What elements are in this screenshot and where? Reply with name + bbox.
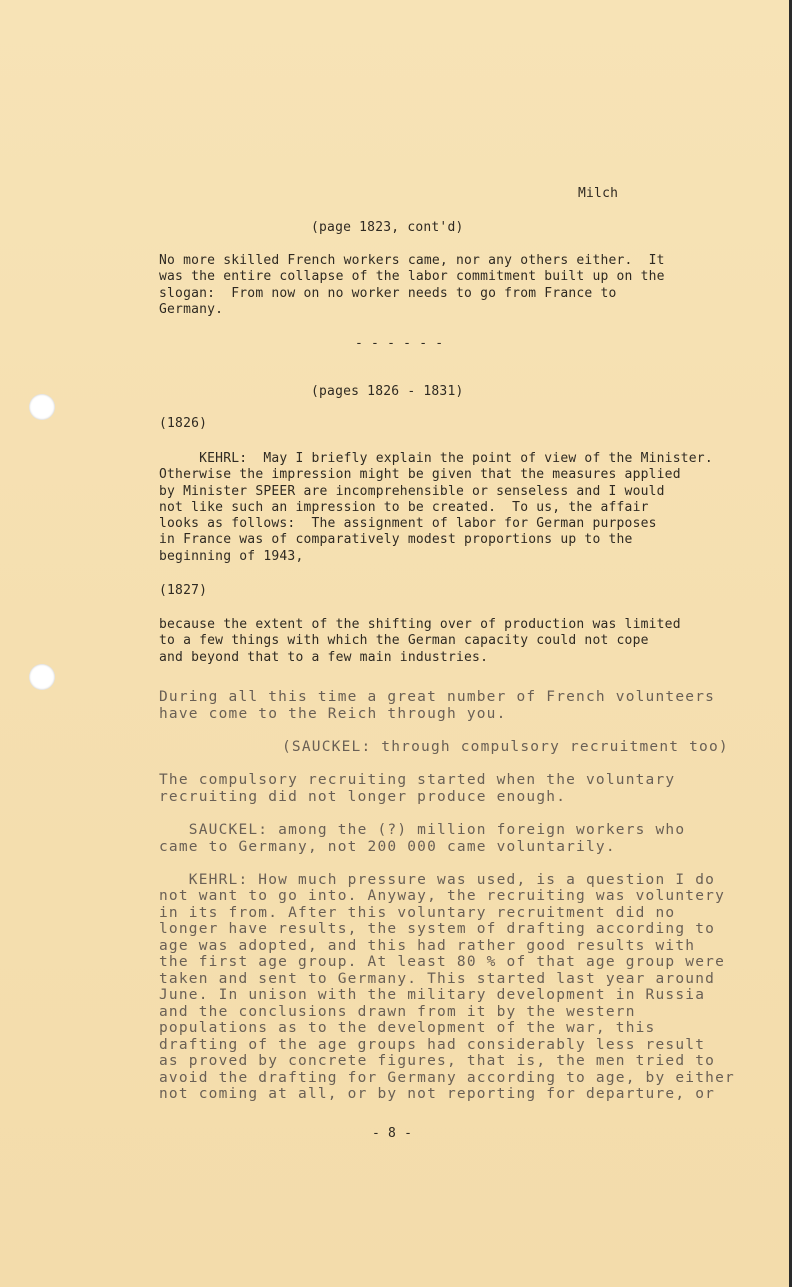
paragraph-line: During all this time a great number of French volunteers bbox=[159, 689, 716, 705]
page-reference: (page 1823, cont'd) bbox=[311, 220, 464, 235]
paragraph-line: KEHRL: How much pressure was used, is a question I do bbox=[159, 872, 716, 888]
paragraph-line: not want to go into. Anyway, the recruiting was voluntery bbox=[159, 888, 725, 904]
paragraph-line: and the conclusions drawn from it by the western bbox=[159, 1004, 636, 1020]
paragraph-line: in France was of comparatively modest proportions up to the bbox=[159, 532, 633, 547]
paragraph-line: because the extent of the shifting over of production was limited bbox=[159, 617, 681, 632]
paragraph-line: Germany. bbox=[159, 302, 224, 317]
paragraph-line: drafting of the age groups had considerably less result bbox=[159, 1037, 706, 1053]
paragraph-line: slogan: From now on no worker needs to go from France to bbox=[159, 286, 617, 301]
paragraph-line: KEHRL: May I briefly explain the point of view of the Minister. bbox=[159, 451, 713, 466]
paragraph-line: beginning of 1943, bbox=[159, 549, 304, 564]
page-number: - 8 - bbox=[372, 1126, 413, 1141]
paragraph-line: by Minister SPEER are incomprehensible or senseless and I would bbox=[159, 484, 665, 499]
paragraph-line: as proved by concrete figures, that is, the men tried to bbox=[159, 1053, 716, 1069]
paragraph-line: came to Germany, not 200 000 came voluntarily. bbox=[159, 839, 616, 855]
separator: - - - - - - bbox=[355, 336, 444, 351]
paragraph-line: in its from. After this voluntary recruitment did no bbox=[159, 905, 676, 921]
paragraph-line: age was adopted, and this had rather good results with bbox=[159, 938, 696, 954]
header-name: Milch bbox=[578, 186, 619, 201]
paragraph-line: June. In unison with the military development in Russia bbox=[159, 987, 706, 1003]
paragraph-line: populations as to the development of the war, this bbox=[159, 1020, 656, 1036]
paragraph-line: the first age group. At least 80 % of that age group were bbox=[159, 954, 725, 970]
page-reference: (pages 1826 - 1831) bbox=[311, 384, 464, 399]
paragraph-line: The compulsory recruiting started when the voluntary bbox=[159, 772, 676, 788]
paragraph-line: was the entire collapse of the labor commitment built up on the bbox=[159, 269, 665, 284]
paragraph-line: No more skilled French workers came, nor any others either. It bbox=[159, 253, 665, 268]
paragraph-line: recruiting did not longer produce enough. bbox=[159, 789, 567, 805]
paragraph-line: taken and sent to Germany. This started last year around bbox=[159, 971, 716, 987]
paragraph-line: looks as follows: The assignment of labor for German purposes bbox=[159, 516, 657, 531]
interjection: (SAUCKEL: through compulsory recruitment too) bbox=[282, 739, 729, 755]
paragraph-line: Otherwise the impression might be given that the measures applied bbox=[159, 467, 681, 482]
page-marker: (1826) bbox=[159, 416, 208, 431]
page-marker: (1827) bbox=[159, 583, 208, 598]
paragraph-line: longer have results, the system of drafting according to bbox=[159, 921, 716, 937]
punch-hole-top bbox=[29, 394, 55, 420]
paragraph-line: SAUCKEL: among the (?) million foreign workers who bbox=[159, 822, 686, 838]
paragraph-line: to a few things with which the German capacity could not cope bbox=[159, 633, 649, 648]
paragraph-line: not like such an impression to be created. To us, the affair bbox=[159, 500, 649, 515]
punch-hole-bottom bbox=[29, 664, 55, 690]
paragraph-line: not coming at all, or by not reporting for departure, or bbox=[159, 1086, 716, 1102]
paragraph-line: avoid the drafting for Germany according to age, by either bbox=[159, 1070, 735, 1086]
paragraph-line: and beyond that to a few main industries. bbox=[159, 650, 489, 665]
paragraph-line: have come to the Reich through you. bbox=[159, 706, 507, 722]
